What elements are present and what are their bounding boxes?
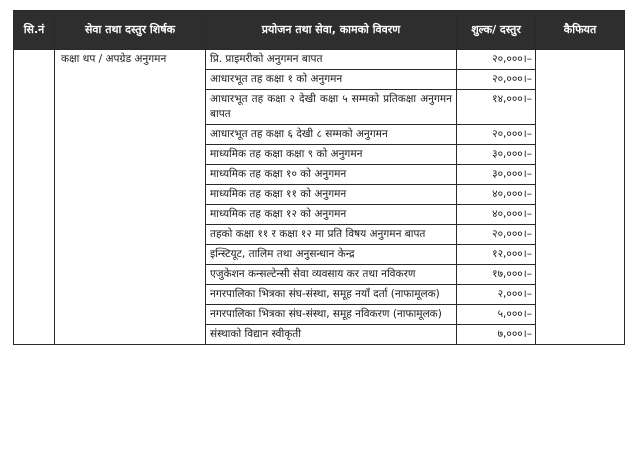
row-fee: ५,०००।– bbox=[457, 305, 536, 325]
header-row bbox=[14, 11, 625, 50]
fee-table-container bbox=[13, 10, 624, 345]
row-desc: नगरपालिका भित्रका संघ-संस्था, समूह नविकरण (नाफामूलक) bbox=[206, 305, 457, 325]
row-fee: ७,०००।– bbox=[457, 325, 536, 345]
service-title-cell: कक्षा थप / अपग्रेड अनुगमन bbox=[55, 50, 206, 345]
fee-table bbox=[13, 10, 625, 345]
row-desc: नगरपालिका भित्रका संघ-संस्था, समूह नयाँ दर्ता (नाफामूलक) bbox=[206, 285, 457, 305]
row-fee: ४०,०००।– bbox=[457, 185, 536, 205]
row-desc: आधारभूत तह कक्षा १ को अनुगमन bbox=[206, 70, 457, 90]
sn-cell bbox=[14, 50, 55, 345]
row-desc: आधारभूत तह कक्षा २ देखी कक्षा ५ सम्मको प्रतिकक्षा अनुगमन बापत bbox=[206, 90, 457, 125]
header-remarks: कैफियत bbox=[536, 11, 625, 50]
row-fee: १४,०००।– bbox=[457, 90, 536, 125]
row-desc: तहको कक्षा ११ र कक्षा १२ मा प्रति विषय अनुगमन बापत bbox=[206, 225, 457, 245]
row-desc: माध्यमिक तह कक्षा १२ को अनुगमन bbox=[206, 205, 457, 225]
row-fee: ३०,०००।– bbox=[457, 145, 536, 165]
row-desc: माध्यमिक तह कक्षा १० को अनुगमन bbox=[206, 165, 457, 185]
row-desc: प्रि. प्राइमरीको अनुगमन बापत bbox=[206, 50, 457, 70]
row-fee: ४०,०००।– bbox=[457, 205, 536, 225]
row-fee: १७,०००।– bbox=[457, 265, 536, 285]
row-desc: इन्स्टियूट, तालिम तथा अनुसन्धान केन्द्र bbox=[206, 245, 457, 265]
row-fee: २०,०००।– bbox=[457, 50, 536, 70]
row-desc: माध्यमिक तह कक्षा कक्षा ९ को अनुगमन bbox=[206, 145, 457, 165]
row-desc: संस्थाको विद्यान स्वीकृती bbox=[206, 325, 457, 345]
row-fee: २,०००।– bbox=[457, 285, 536, 305]
row-fee: ३०,०००।– bbox=[457, 165, 536, 185]
row-desc: एजुकेशन कन्सल्टेन्सी सेवा व्यवसाय कर तथा नविकरण bbox=[206, 265, 457, 285]
header-fee: शुल्क/ दस्तुर bbox=[457, 11, 536, 50]
row-desc: माध्यमिक तह कक्षा ११ को अनुगमन bbox=[206, 185, 457, 205]
row-fee: १२,०००।– bbox=[457, 245, 536, 265]
table-row bbox=[14, 50, 625, 70]
header-sn: सि.नं bbox=[14, 11, 55, 50]
header-purpose: प्रयोजन तथा सेवा, कामको विवरण bbox=[206, 11, 457, 50]
row-desc: आधारभूत तह कक्षा ६ देखी ८ सम्मको अनुगमन bbox=[206, 125, 457, 145]
row-fee: २०,०००।– bbox=[457, 125, 536, 145]
header-service: सेवा तथा दस्तुर शिर्षक bbox=[55, 11, 206, 50]
remarks-cell bbox=[536, 50, 625, 345]
row-fee: २०,०००।– bbox=[457, 70, 536, 90]
row-fee: २०,०००।– bbox=[457, 225, 536, 245]
